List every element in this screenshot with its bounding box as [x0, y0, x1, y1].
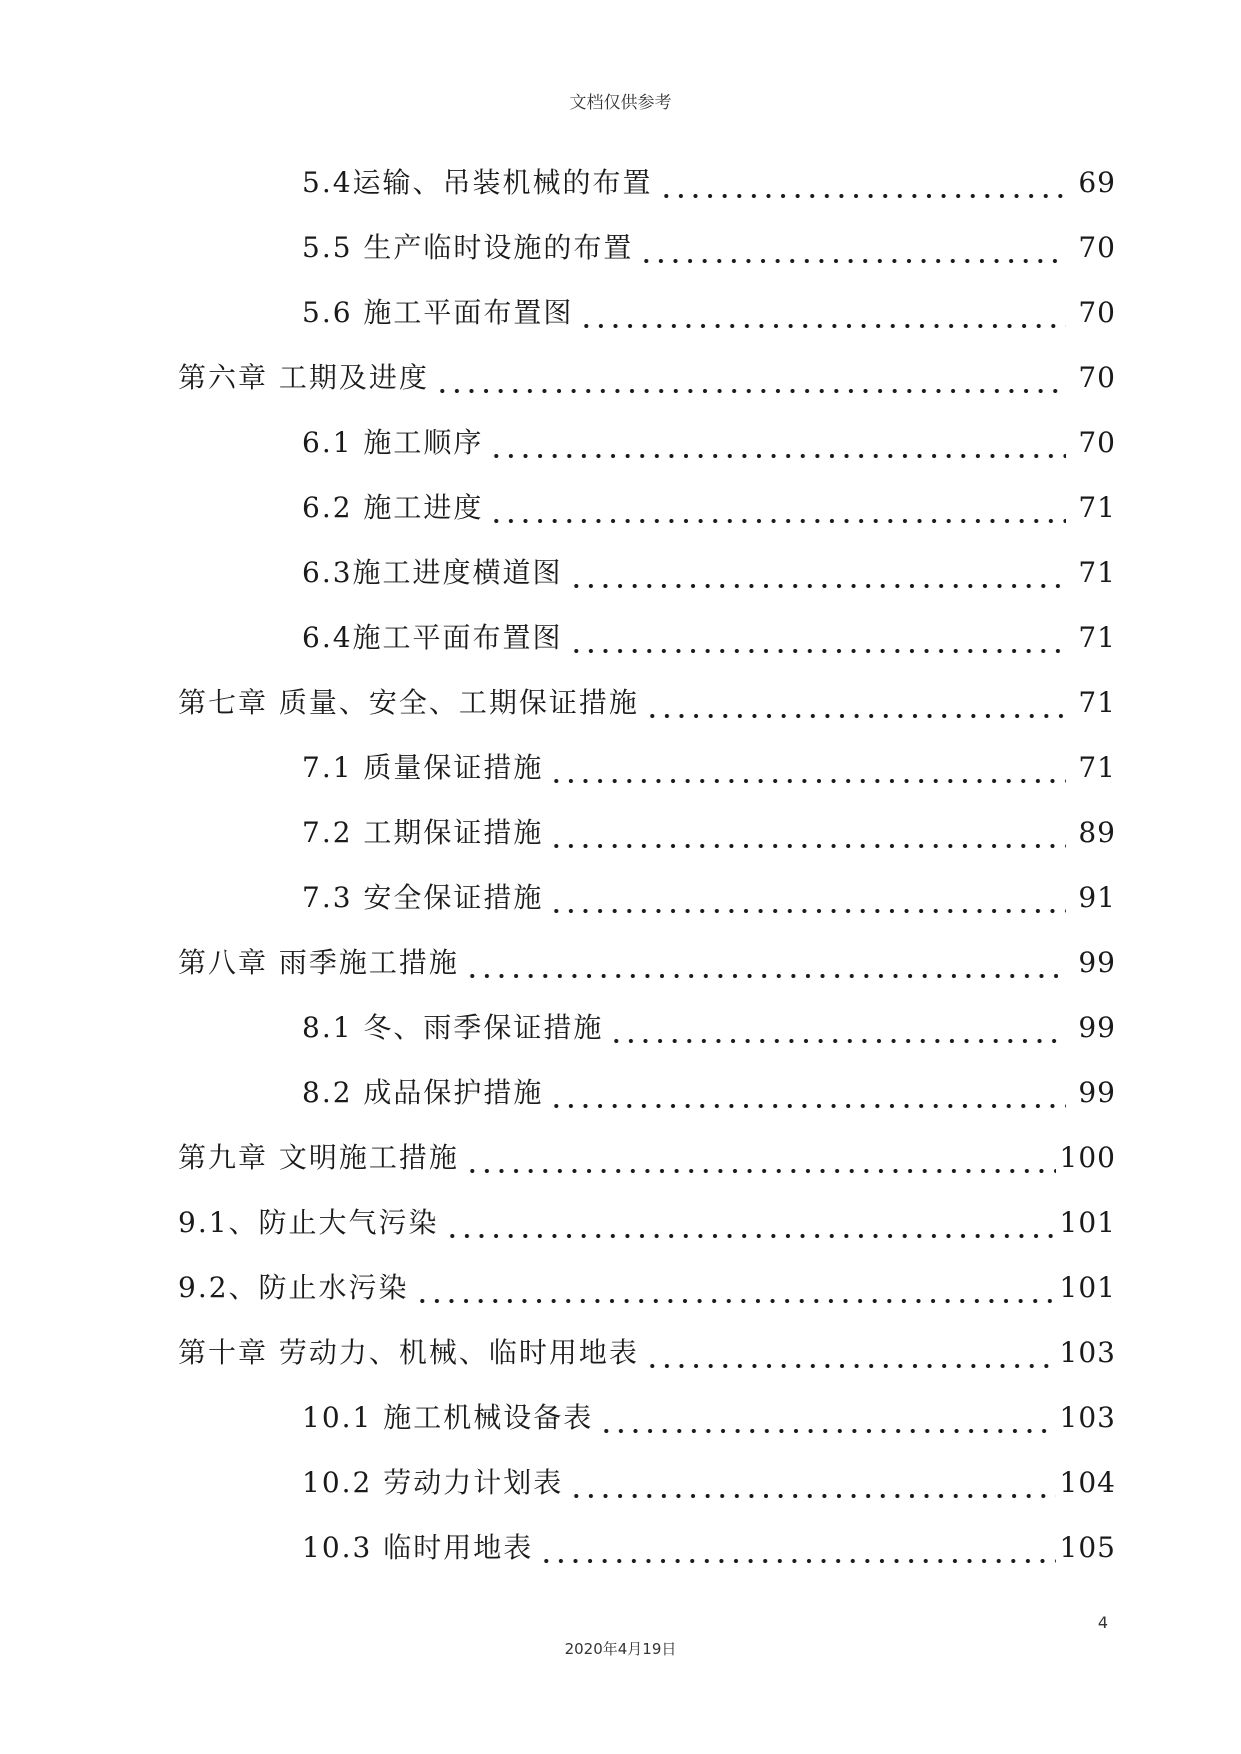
toc-entry[interactable] — [178, 1125, 1241, 1190]
toc-entry[interactable] — [302, 475, 1241, 540]
toc-entry-page: 71 — [1078, 555, 1116, 589]
toc-leader-dots — [435, 358, 1066, 398]
toc-entry-page: 70 — [1078, 295, 1116, 329]
toc-leader-dots — [489, 488, 1066, 528]
toc-entry-page: 99 — [1078, 1075, 1116, 1109]
toc-entry-page: 70 — [1078, 360, 1116, 394]
toc-entry-title: 第六章 工期及进度 — [178, 360, 429, 394]
toc-leader-dots — [659, 163, 1066, 203]
toc-leader-dots — [599, 1398, 1055, 1438]
toc-entry-title: 9.2、防止水污染 — [178, 1270, 409, 1304]
toc-entry-title: 9.1、防止大气污染 — [178, 1205, 439, 1239]
page-header: 文档仅供参考 — [569, 93, 672, 113]
toc-entry-page: 99 — [1078, 1010, 1116, 1044]
toc-leader-dots — [549, 813, 1066, 853]
toc-entry-page: 91 — [1078, 880, 1116, 914]
toc-entry[interactable] — [302, 800, 1241, 865]
toc-leader-dots — [465, 1138, 1056, 1178]
toc-entry-page: 100 — [1059, 1140, 1116, 1174]
toc-entry-title: 7.3 安全保证措施 — [302, 880, 544, 914]
toc-entry[interactable] — [302, 865, 1241, 930]
toc-entry-title: 8.1 冬、雨季保证措施 — [302, 1010, 604, 1044]
toc-entry[interactable] — [302, 150, 1241, 215]
toc-entry-title: 10.2 劳动力计划表 — [302, 1465, 564, 1499]
toc-entry-page: 69 — [1078, 165, 1116, 199]
toc-entry[interactable] — [302, 735, 1241, 800]
toc-leader-dots — [569, 618, 1066, 658]
page-number: 4 — [1097, 1613, 1109, 1632]
toc-entry[interactable] — [302, 995, 1241, 1060]
toc-leader-dots — [549, 1073, 1066, 1113]
toc-entry-page: 105 — [1059, 1530, 1116, 1564]
toc-entry[interactable] — [302, 1450, 1241, 1515]
table-of-contents — [0, 150, 1241, 1580]
toc-entry-page: 101 — [1059, 1205, 1116, 1239]
toc-entry-title: 10.3 临时用地表 — [302, 1530, 534, 1564]
toc-leader-dots — [645, 1333, 1056, 1373]
toc-entry[interactable] — [178, 670, 1241, 735]
toc-entry-title: 7.2 工期保证措施 — [302, 815, 544, 849]
toc-leader-dots — [549, 748, 1066, 788]
toc-entry[interactable] — [178, 345, 1241, 410]
toc-entry-page: 70 — [1078, 230, 1116, 264]
toc-entry-page: 71 — [1078, 490, 1116, 524]
toc-leader-dots — [569, 1463, 1055, 1503]
toc-leader-dots — [569, 553, 1066, 593]
toc-entry-page: 104 — [1059, 1465, 1116, 1499]
toc-entry[interactable] — [302, 280, 1241, 345]
toc-entry[interactable] — [302, 1060, 1241, 1125]
toc-leader-dots — [489, 423, 1066, 463]
toc-entry-page: 89 — [1078, 815, 1116, 849]
toc-entry[interactable] — [178, 1320, 1241, 1385]
toc-entry-title: 6.2 施工进度 — [302, 490, 484, 524]
toc-leader-dots — [645, 683, 1066, 723]
toc-entry[interactable] — [302, 605, 1241, 670]
toc-entry[interactable] — [302, 215, 1241, 280]
toc-entry-title: 5.6 施工平面布置图 — [302, 295, 574, 329]
toc-entry-title: 6.3施工进度横道图 — [302, 555, 563, 589]
toc-entry[interactable] — [178, 930, 1241, 995]
toc-entry[interactable] — [178, 1255, 1241, 1320]
toc-entry-page: 71 — [1078, 685, 1116, 719]
toc-entry-page: 71 — [1078, 620, 1116, 654]
toc-leader-dots — [579, 293, 1066, 333]
toc-entry[interactable] — [302, 540, 1241, 605]
toc-entry-title: 第七章 质量、安全、工期保证措施 — [178, 685, 639, 719]
toc-entry[interactable] — [178, 1190, 1241, 1255]
toc-entry[interactable] — [302, 1515, 1241, 1580]
toc-entry-title: 8.2 成品保护措施 — [302, 1075, 544, 1109]
toc-entry-title: 6.1 施工顺序 — [302, 425, 484, 459]
toc-entry-page: 71 — [1078, 750, 1116, 784]
toc-leader-dots — [639, 228, 1066, 268]
toc-entry-title: 5.4运输、吊装机械的布置 — [302, 165, 653, 199]
toc-leader-dots — [465, 943, 1066, 983]
toc-entry-page: 99 — [1078, 945, 1116, 979]
toc-entry-title: 5.5 生产临时设施的布置 — [302, 230, 634, 264]
toc-entry[interactable] — [302, 410, 1241, 475]
toc-leader-dots — [415, 1268, 1056, 1308]
toc-entry-title: 第十章 劳动力、机械、临时用地表 — [178, 1335, 639, 1369]
toc-entry-title: 第八章 雨季施工措施 — [178, 945, 459, 979]
toc-entry-title: 7.1 质量保证措施 — [302, 750, 544, 784]
toc-leader-dots — [549, 878, 1066, 918]
toc-entry-title: 第九章 文明施工措施 — [178, 1140, 459, 1174]
toc-entry-title: 10.1 施工机械设备表 — [302, 1400, 594, 1434]
toc-leader-dots — [539, 1528, 1055, 1568]
toc-entry-page: 103 — [1059, 1335, 1116, 1369]
footer-date: 2020年4月19日 — [564, 1640, 677, 1658]
toc-leader-dots — [609, 1008, 1066, 1048]
toc-leader-dots — [445, 1203, 1056, 1243]
toc-entry-page: 70 — [1078, 425, 1116, 459]
toc-entry-title: 6.4施工平面布置图 — [302, 620, 563, 654]
toc-entry-page: 101 — [1059, 1270, 1116, 1304]
toc-entry[interactable] — [302, 1385, 1241, 1450]
toc-entry-page: 103 — [1059, 1400, 1116, 1434]
